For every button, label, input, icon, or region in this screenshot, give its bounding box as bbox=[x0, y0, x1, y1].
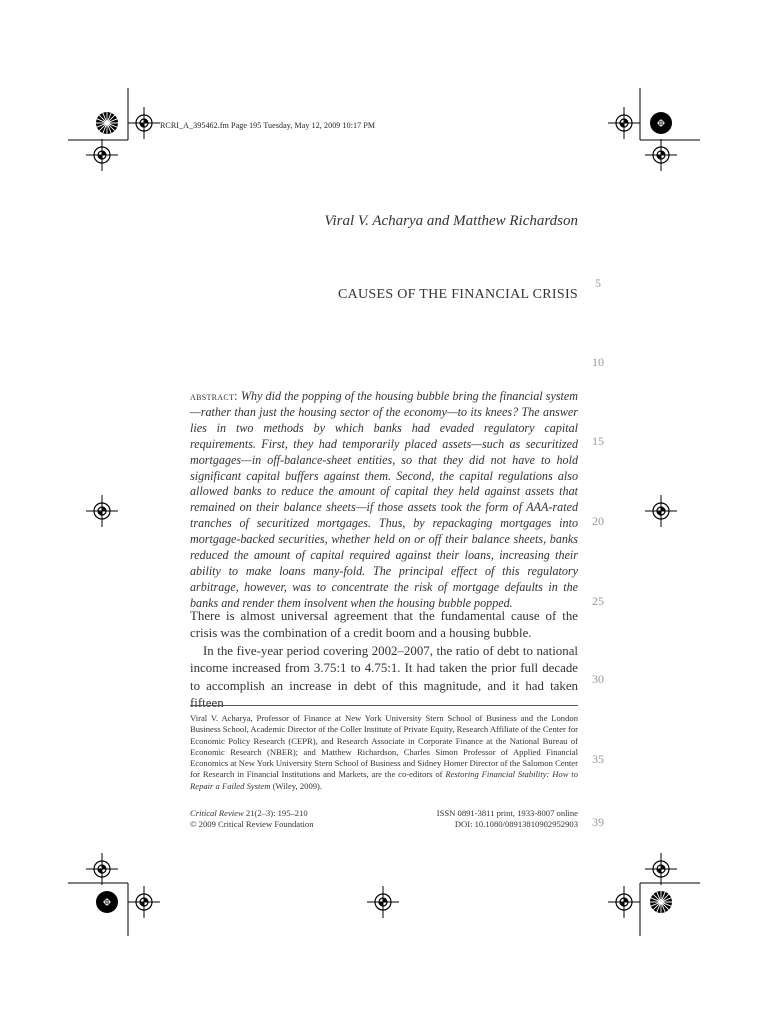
body-text bbox=[190, 608, 578, 712]
starburst-mark-icon bbox=[96, 112, 118, 134]
registration-mark-icon bbox=[86, 139, 118, 171]
article-authors: Viral V. Acharya and Matthew Richardson bbox=[324, 213, 578, 229]
starburst-mark-icon bbox=[650, 891, 672, 913]
issn: ISSN 0891-3811 print, 1933-8007 online bbox=[436, 808, 578, 818]
book-title: Restoring Financial Stability: How to Repair a Failed System bbox=[190, 769, 578, 791]
line-number: 35 bbox=[592, 752, 604, 766]
paragraph: In the five-year period covering 2002–2007, the ratio of debt to national income increased from 3.75:1 to 4.75:1. It had taken the prior full decade to accomplish an increase in debt of this magnitude, and it had taken fifteen bbox=[190, 643, 578, 711]
line-number: 20 bbox=[592, 514, 604, 528]
print-header-info: RCRI_A_395462.fm Page 195 Tuesday, May 12, 2009 10:17 PM bbox=[160, 121, 376, 130]
registration-mark-icon bbox=[645, 853, 677, 885]
line-number: 25 bbox=[592, 594, 604, 608]
registration-mark-icon bbox=[128, 886, 160, 918]
line-number: 5 bbox=[595, 276, 601, 290]
journal-name: Critical Review bbox=[190, 808, 244, 818]
line-number: 39 bbox=[592, 815, 604, 829]
registration-mark-icon bbox=[86, 495, 118, 527]
article-title: CAUSES OF THE FINANCIAL CRISIS bbox=[337, 287, 578, 302]
registration-mark-icon bbox=[86, 853, 118, 885]
doi: DOI: 10.1080/08913810902952903 bbox=[454, 819, 578, 829]
footnote-rule bbox=[190, 705, 578, 706]
registration-mark-icon bbox=[645, 139, 677, 171]
author-footnote bbox=[190, 713, 578, 792]
registration-mark-icon bbox=[608, 107, 640, 139]
abstract bbox=[190, 389, 578, 612]
solid-mark-icon bbox=[650, 112, 672, 134]
abstract-label: abstract: bbox=[190, 389, 238, 403]
footnote-text: Viral V. Acharya, Professor of Finance at New York University Stern School of Business and the London Business School, Academic Director of the Coller Institute of Private Equity, Research Affiliate of the Center for Economic Policy Research (CEPR), and Research Associate in Corporate Finance at the National Bureau of Economic Research (NBER); and Matthew Richardson, Charles Simon Professor of Applied Financial Economics at New York University Stern School of Business and Sidney Homer Director of the Salomon Center for Research in Financial Institutions and Markets, are the co-editors of bbox=[190, 713, 578, 780]
journal-issue: 21(2–3): 195–210 bbox=[245, 808, 308, 818]
registration-mark-icon bbox=[645, 495, 677, 527]
line-number: 10 bbox=[592, 355, 604, 369]
solid-mark-icon bbox=[96, 891, 118, 913]
citation-block bbox=[190, 808, 578, 830]
copyright: © 2009 Critical Review Foundation bbox=[190, 819, 314, 829]
abstract-text: Why did the popping of the housing bubble bring the financial system—rather than just the housing sector of the economy—to its knees? The answer lies in two methods by which banks had evaded regulatory capital requirements. First, they had temporarily placed assets—such as securitized mortgages—in off-balance-sheet entities, so that they did not have to hold significant capital buffers against them. Second, the capital regulations also allowed banks to reduce the amount of capital they held against assets that remained on their balance sheets—if those assets took the form of AAA-rated tranches of securitized mortgages. Thus, by repackaging mortgages into mortgage-backed securities, whether held on or off their balance sheets, banks reduced the amount of capital required against their loans, increasing their ability to make loans many-fold. The principal effect of this regulatory arbitrage, however, was to concentrate the risk of mortgage defaults in the banks and render them insolvent when the housing bubble popped. bbox=[190, 389, 579, 610]
line-number: 30 bbox=[592, 672, 604, 686]
registration-mark-icon bbox=[367, 886, 399, 918]
footnote-publisher: (Wiley, 2009). bbox=[272, 780, 323, 791]
paragraph: There is almost universal agreement that the fundamental cause of the crisis was the combination of a credit boom and a housing bubble. bbox=[190, 609, 578, 641]
registration-mark-icon bbox=[128, 107, 160, 139]
line-number: 15 bbox=[592, 434, 604, 448]
registration-mark-icon bbox=[608, 886, 640, 918]
